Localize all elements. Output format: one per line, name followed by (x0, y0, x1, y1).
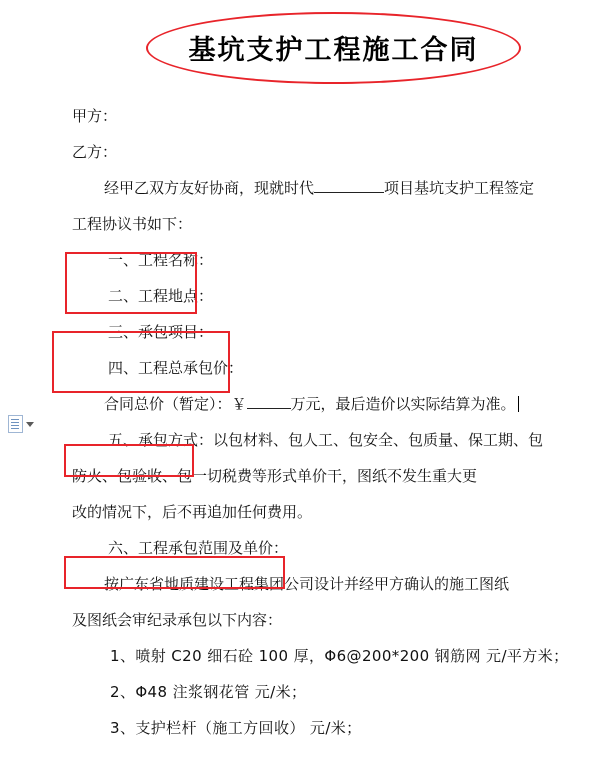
text-cursor (518, 396, 519, 412)
line-text: 一、工程名称： (108, 251, 214, 269)
clause-6-line-2 (0, 566, 610, 602)
clause-1-project-name (0, 242, 610, 278)
line-text-after: 项目基坑支护工程签定 (384, 179, 535, 197)
clause-6-line-3 (0, 602, 610, 638)
document-body (0, 98, 610, 746)
line-text: 乙方： (72, 143, 118, 161)
line-text: 二、工程地点： (108, 287, 214, 305)
clause-6-scope-and-price (0, 530, 610, 566)
clause-3-contract-items (0, 314, 610, 350)
line-text-after: 万元，最后造价以实际结算为准。 (290, 395, 516, 413)
clause-5-contract-mode (0, 422, 610, 458)
line-party-a (0, 98, 610, 134)
line-text: 六、工程承包范围及单价： (108, 539, 289, 557)
document-title-area (0, 8, 610, 90)
line-text: 经甲乙双方友好协商，现就时代 (104, 179, 315, 197)
page-title: 基坑支护工程施工合同 (188, 35, 479, 66)
clause-4-detail (0, 386, 610, 422)
line-text: 及图纸会审纪录承包以下内容： (72, 611, 283, 629)
clause-4-total-price (0, 350, 610, 386)
line-text: 改的情况下，后不再追加任何费用。 (72, 503, 313, 521)
line-text: 2、Φ48 注浆钢花管 元/米； (110, 683, 307, 701)
fill-in-blank[interactable] (247, 394, 291, 409)
clause-6-sub-2 (0, 674, 610, 710)
line-text: 按广东省地质建设工程集团公司设计并经甲方确认的施工图纸 (104, 575, 510, 593)
clause-6-sub-1 (0, 638, 610, 674)
clause-2-project-location (0, 278, 610, 314)
line-text: 三、承包项目： (108, 323, 214, 341)
line-preamble-2 (0, 206, 610, 242)
line-text: 防火、包验收、包一切税费等形式单价干，图纸不发生重大更 (72, 467, 478, 485)
clause-5-line-3 (0, 494, 610, 530)
line-text: 四、工程总承包价： (108, 359, 244, 377)
clause-6-sub-3 (0, 710, 610, 746)
line-party-b (0, 134, 610, 170)
fill-in-blank[interactable] (314, 178, 384, 193)
line-text: 甲方： (72, 107, 118, 125)
line-text: 工程协议书如下： (72, 215, 193, 233)
line-preamble-1 (0, 170, 610, 206)
line-text: 3、支护栏杆（施工方回收） 元/米； (110, 719, 362, 737)
clause-5-line-2 (0, 458, 610, 494)
line-text: 合同总价（暂定）：￥ (104, 395, 247, 413)
line-text: 五、承包方式：以包材料、包人工、包安全、包质量、保工期、包 (108, 431, 544, 449)
line-text: 1、喷射 C20 细石砼 100 厚，Φ6@200*200 钢筋网 元/平方米； (110, 647, 569, 665)
